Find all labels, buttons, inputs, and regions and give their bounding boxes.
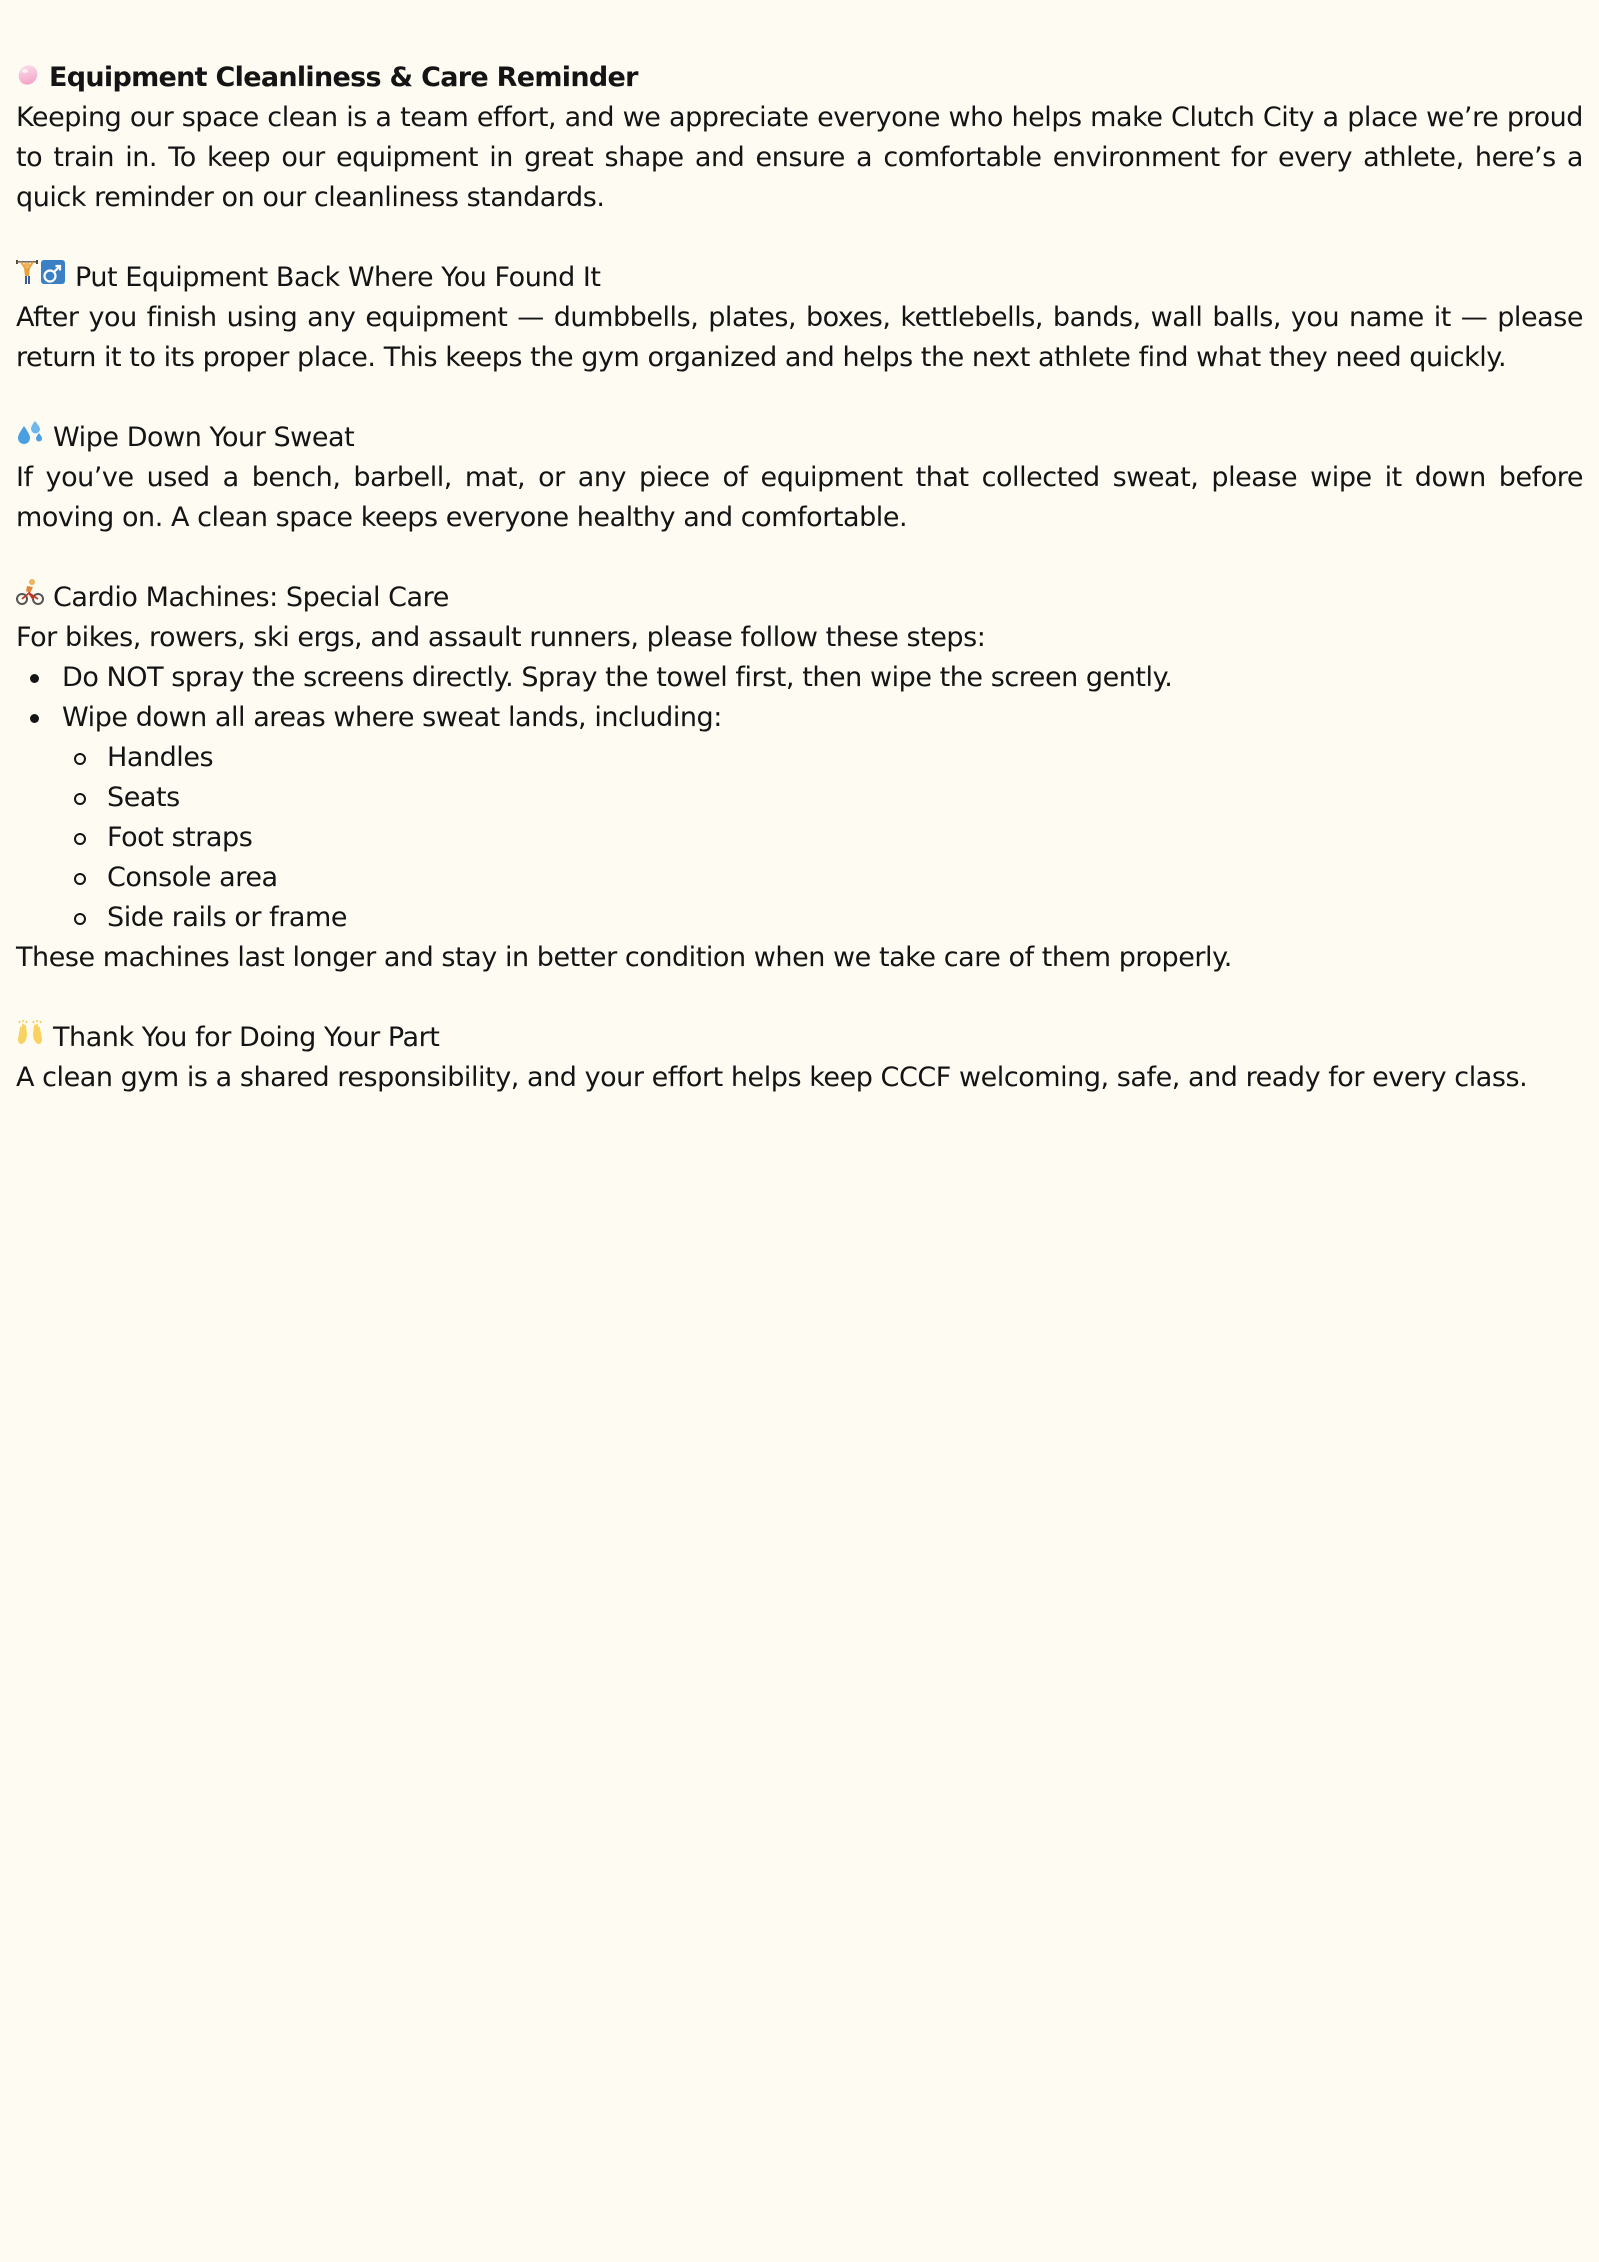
sweat-areas-list bbox=[16, 738, 1583, 938]
section-wipe-down-sweat bbox=[16, 418, 1583, 538]
section-intro: For bikes, rowers, ski ergs, and assault runners, please follow these steps: bbox=[16, 622, 986, 653]
raising-hands-icon bbox=[16, 1018, 44, 1058]
section-body: After you finish using any equipment — dumbbells, plates, boxes, kettlebells, bands, wall balls, you name it — please return it to its proper place. This keeps the gym organized and helps the next athlete find what they need quickly. bbox=[16, 302, 1583, 373]
cyclist-icon bbox=[16, 578, 44, 618]
list-item: Console area bbox=[16, 858, 1583, 898]
list-item: Wipe down all areas where sweat lands, including: bbox=[16, 698, 1583, 738]
section-body: If you’ve used a bench, barbell, mat, or any piece of equipment that collected sweat, please wipe it down before moving on. A clean space keeps everyone healthy and comfortable. bbox=[16, 462, 1583, 533]
document-title-row bbox=[16, 58, 1583, 98]
weightlifter-icon bbox=[16, 258, 66, 298]
document-body bbox=[16, 58, 1583, 1098]
section-heading: Thank You for Doing Your Part bbox=[53, 1022, 440, 1053]
list-item: Do NOT spray the screens directly. Spray the towel first, then wipe the screen gently. bbox=[16, 658, 1583, 698]
section-heading-row bbox=[16, 418, 1583, 458]
list-item: Foot straps bbox=[16, 818, 1583, 858]
list-item: Handles bbox=[16, 738, 1583, 778]
section-heading-row bbox=[16, 258, 1583, 298]
list-item: Side rails or frame bbox=[16, 898, 1583, 938]
soap-icon bbox=[16, 58, 40, 98]
section-heading: Cardio Machines: Special Care bbox=[53, 582, 449, 613]
list-item: Seats bbox=[16, 778, 1583, 818]
section-body: A clean gym is a shared responsibility, and your effort helps keep CCCF welcoming, safe, and ready for every class. bbox=[16, 1062, 1528, 1093]
intro-paragraph: Keeping our space clean is a team effort, and we appreciate everyone who helps make Clutch City a place we’re proud to train in. To keep our equipment in great shape and ensure a comfortable environment for every athlete, here’s a quick reminder on our cleanliness standards. bbox=[16, 102, 1583, 213]
steps-list bbox=[16, 658, 1583, 738]
section-outro: These machines last longer and stay in better condition when we take care of them properly. bbox=[16, 942, 1232, 973]
section-cardio-machines bbox=[16, 578, 1583, 978]
sweat-droplets-icon bbox=[16, 418, 44, 458]
section-heading-row bbox=[16, 578, 1583, 618]
section-heading: Wipe Down Your Sweat bbox=[53, 422, 355, 453]
section-thank-you bbox=[16, 1018, 1583, 1098]
section-heading-row bbox=[16, 1018, 1583, 1058]
section-heading: Put Equipment Back Where You Found It bbox=[75, 262, 601, 293]
section-put-equipment-back bbox=[16, 258, 1583, 378]
document-title: Equipment Cleanliness & Care Reminder bbox=[49, 62, 638, 93]
